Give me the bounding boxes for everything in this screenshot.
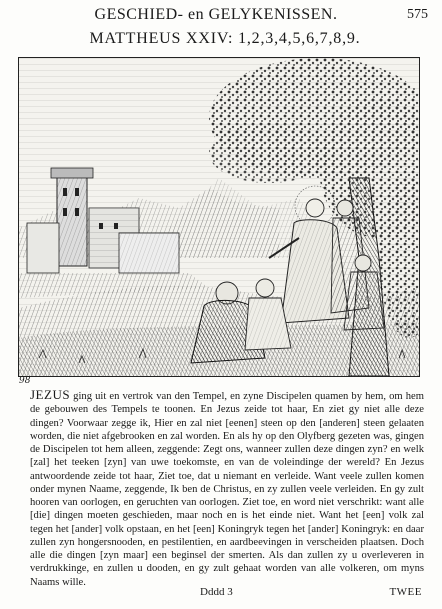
signature-mark: Dddd 3 <box>200 586 233 598</box>
engraving-illustration <box>18 57 420 377</box>
lead-word: JEZUS <box>30 388 71 402</box>
scripture-text <box>30 388 424 589</box>
catchword: TWEE <box>389 586 422 598</box>
scripture-body: ging uit en vertrok van den Tempel, en zyne Discipelen quamen by hem, om hem de gebouwen des Tempels te toonen. En Jezus zeide tot haar, En ziet gy niet alle deze dingen? Voorwaar zegge ik, Hier en zal niet [eenen] steen op den [anderen] steen gelaaten worden, die niet afgebrooken en zal worden. En als hy op den Olyfberg gezeten was, gingen de Discipelen tot hem alleen, zeggende: Zegt ons, wanneer zullen deze dingen zyn? en welk [zal] het teeken [zyn] van uwe toekomste, en van de voleindinge der wereld? En Jezus antwoordende zeide tot haar, Ziet toe, dat u niemant en verleide. Want veele zullen komen onder mynen Naame, zeggende, Ik ben de Christus, en zy zullen veele verleiden. En gy zult hooren van oorlogen, en geruchten van oorlogen. Ziet toe, en word niet verschrikt: want alle [die] dingen moeten geschieden, maar noch en is het einde niet. Want het [een] volk zal tegen het [ander] volk opstaan, en het [een] Koningryk tegen het [ander] Koningryk: en daar zullen zyn hongersnooden, en pestilentien, en aardbeevingen in verscheiden plaatsen. Doch alle die dingen [zyn maar] een beginsel der smerten. Als dan zullen zy u overleveren in verdrukkinge, en zullen u dooden, en gy zult gehaat worden van alle volkeren, om myns Naams wille. <box>30 391 424 588</box>
chapter-heading: MATTHEUS XXIV: 1,2,3,4,5,6,7,8,9. <box>89 30 361 47</box>
page-number: 575 <box>407 7 428 22</box>
running-title: GESCHIED- en GELYKENISSEN. <box>94 6 338 23</box>
plate-number: 98 <box>19 376 31 386</box>
